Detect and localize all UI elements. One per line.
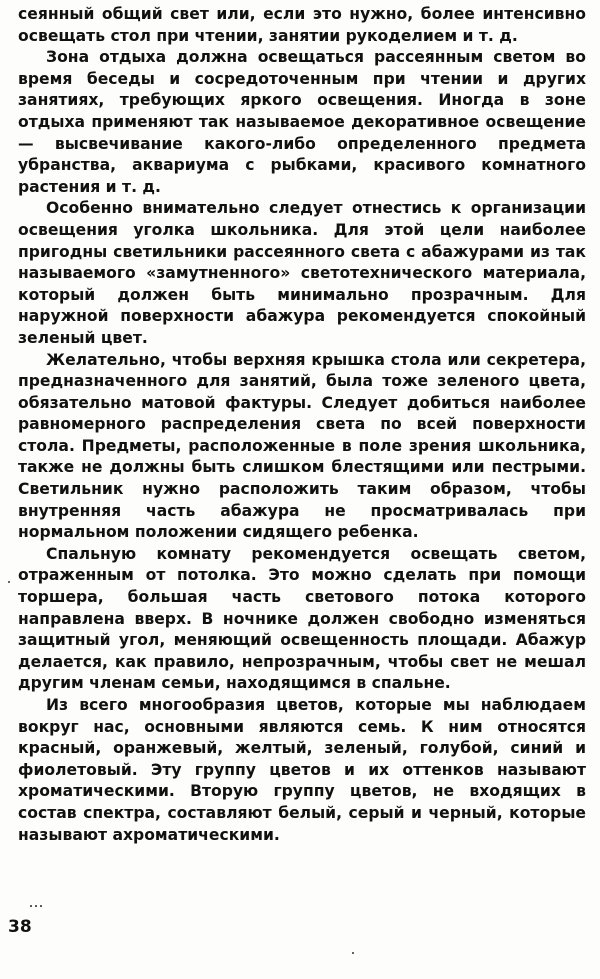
print-speck [352, 952, 354, 954]
paragraph: Зона отдыха должна освещаться рассеянным светом во время беседы и сосредоточенным при чтении и других занятиях, требующих яркого освещения. Иногда в зоне отдыха применяют так называемое декоративное освещение — высвечивание какого-либо определенного предмета убранства, аквариума с рыбками, красивого комнатного растения и т. д. [18, 48, 586, 196]
paragraph: Особенно внимательно следует отнестись к организации освещения уголка школьника. Для этой цели наиболее пригодны светильники рассеянного света с абажурами из так называемого «замутненного» светотехнического материала, который должен быть минимально прозрачным. Для наружной поверхности абажура рекомендуется спокойный зеленый цвет. [18, 199, 586, 347]
print-speck [8, 581, 10, 583]
print-speck [35, 905, 37, 907]
body-text [18, 4, 586, 846]
paragraph: Из всего многообразия цветов, которые мы наблюдаем вокруг нас, основными являются семь. К ним относятся красный, оранжевый, желтый, зеленый, голубой, синий и фиолетовый. Эту группу цветов и их оттенков называют хроматическими. Вторую группу цветов, не входящих в состав спектра, составляют белый, серый и черный, которые называют ахроматическими. [18, 696, 586, 844]
print-speck [30, 905, 32, 907]
paragraph: сеянный общий свет или, если это нужно, более интенсивно освещать стол при чтении, занятии рукоделием и т. д. [18, 5, 586, 45]
print-speck [40, 905, 42, 907]
paragraph: Спальную комнату рекомендуется освещать светом, отраженным от потолка. Это можно сделать при помощи торшера, большая часть светового потока которого направлена вверх. В ночнике должен свободно изменяться защитный угол, меняющий освещенность площади. Абажур делается, как правило, непрозрачным, чтобы свет не мешал другим членам семьи, находящимся в спальне. [18, 544, 586, 693]
paragraph: Желательно, чтобы верхняя крышка стола или секретера, предназначенного для занятий, была тоже зеленого цвета, обязательно матовой фактуры. Следует добиться наиболее равномерного распределения света по всей поверхности стола. Предметы, расположенные в поле зрения школьника, также не должны быть слишком блестящими или пестрыми. Светильник нужно расположить таким образом, чтобы внутренняя часть абажура не просматривалась при нормальном положении сидящего ребенка. [18, 350, 586, 542]
page-number: 38 [8, 917, 32, 937]
